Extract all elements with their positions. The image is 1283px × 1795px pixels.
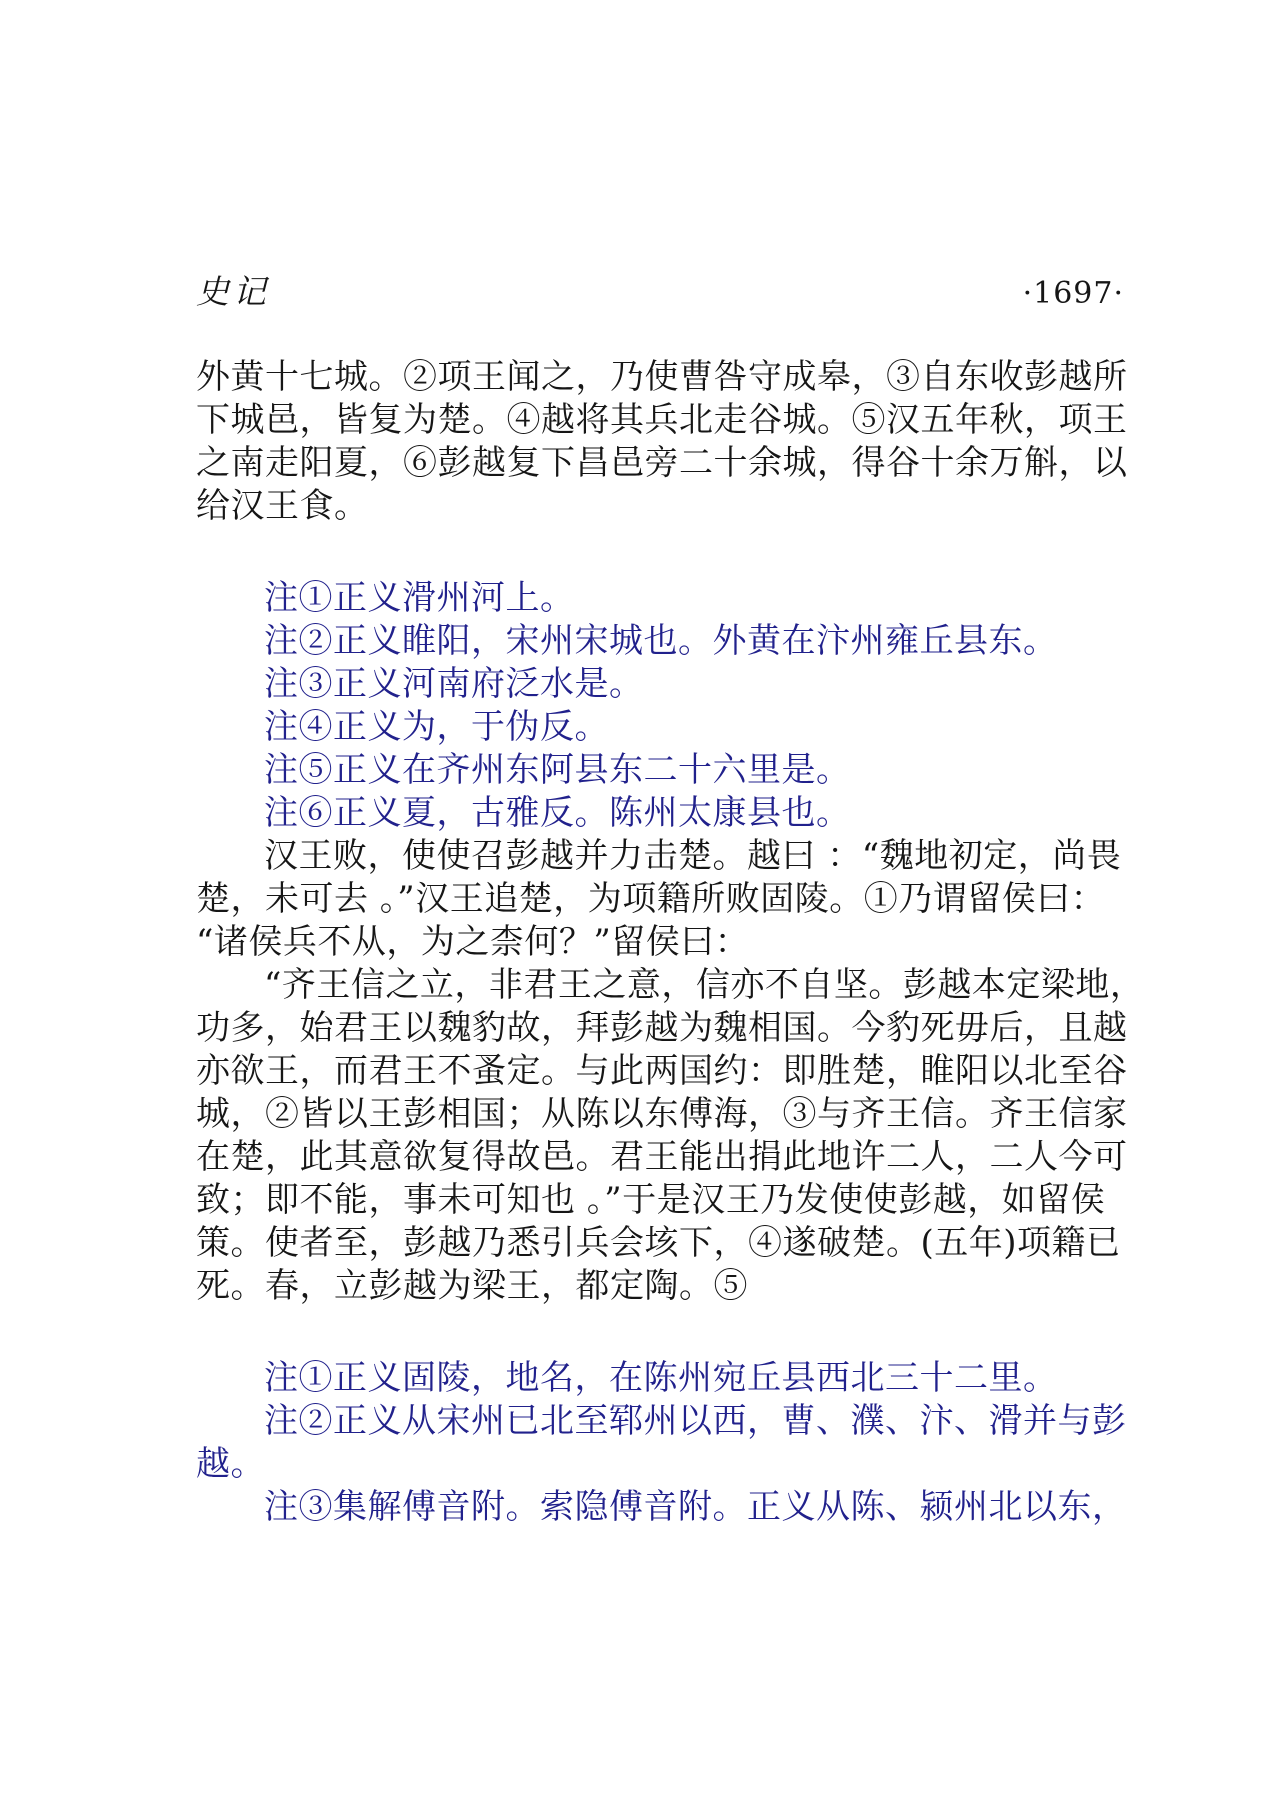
annotation-line: 注①正义滑州河上。 bbox=[264, 578, 575, 618]
body-text-line: 城，②皆以王彭相国；从陈以东傅海，③与齐王信。齐王信家 bbox=[196, 1094, 1128, 1134]
body-text-line: 汉王败，使使召彭越并力击楚。越曰 ：“魏地初定，尚畏 bbox=[264, 836, 1122, 876]
body-text-line: 下城邑，皆复为楚。④越将其兵北走谷城。⑤汉五年秋，项王 bbox=[196, 400, 1128, 440]
body-text-line: 死。春，立彭越为梁王，都定陶。⑤ bbox=[196, 1266, 748, 1306]
annotation-line: 注④正义为，于伪反。 bbox=[264, 707, 609, 747]
body-text-line: 在楚，此其意欲复得故邑。君王能出捐此地许二人，二人今可 bbox=[196, 1137, 1128, 1177]
annotation-line: 注⑤正义在齐州东阿县东二十六里是。 bbox=[264, 750, 851, 790]
body-text-line: 外黄十七城。②项王闻之，乃使曹咎守成皋，③自东收彭越所 bbox=[196, 357, 1128, 397]
body-text-line: 功多，始君王以魏豹故，拜彭越为魏相国。今豹死毋后，且越 bbox=[196, 1008, 1128, 1048]
annotation-line: 注③正义河南府泛水是。 bbox=[264, 664, 644, 704]
body-text-line: 之南走阳夏，⑥彭越复下昌邑旁二十余城，得谷十余万斛，以 bbox=[196, 443, 1128, 483]
page-number: ·1697· bbox=[1022, 276, 1124, 311]
page-header bbox=[196, 266, 1124, 313]
body-text-line: 策。使者至，彭越乃悉引兵会垓下，④遂破楚。(五年)项籍已 bbox=[196, 1223, 1121, 1263]
body-text-line: 亦欲王，而君王不蚤定。与此两国约：即胜楚，睢阳以北至谷 bbox=[196, 1051, 1128, 1091]
page-body bbox=[196, 356, 1145, 1529]
annotation-line: 注①正义固陵，地名，在陈州宛丘县西北三十二里。 bbox=[264, 1358, 1058, 1398]
annotation-line: 注⑥正义夏，古雅反。陈州太康县也。 bbox=[264, 793, 851, 833]
annotation-line: 越。 bbox=[196, 1444, 265, 1484]
annotation-line: 注②正义睢阳，宋州宋城也。外黄在汴州雍丘县东。 bbox=[264, 621, 1058, 661]
body-text-line: “齐王信之立，非君王之意，信亦不自坚。彭越本定梁地， bbox=[264, 965, 1145, 1005]
body-text-line: 楚，未可去 。”汉王追楚，为项籍所败固陵。①乃谓留侯曰： bbox=[196, 879, 1106, 919]
body-text-line: 致；即不能，事未可知也 。”于是汉王乃发使使彭越，如留侯 bbox=[196, 1180, 1106, 1220]
body-text-line: 给汉王食。 bbox=[196, 486, 369, 526]
book-title: 史记 bbox=[196, 272, 270, 311]
annotation-line: 注③集解傅音附。索隐傅音附。正义从陈、颍州北以东， bbox=[264, 1487, 1127, 1527]
body-text-line: “诸侯兵不从，为之柰何？”留侯曰： bbox=[196, 922, 750, 962]
annotation-line: 注②正义从宋州已北至郓州以西，曹、濮、汴、滑并与彭 bbox=[264, 1401, 1127, 1441]
